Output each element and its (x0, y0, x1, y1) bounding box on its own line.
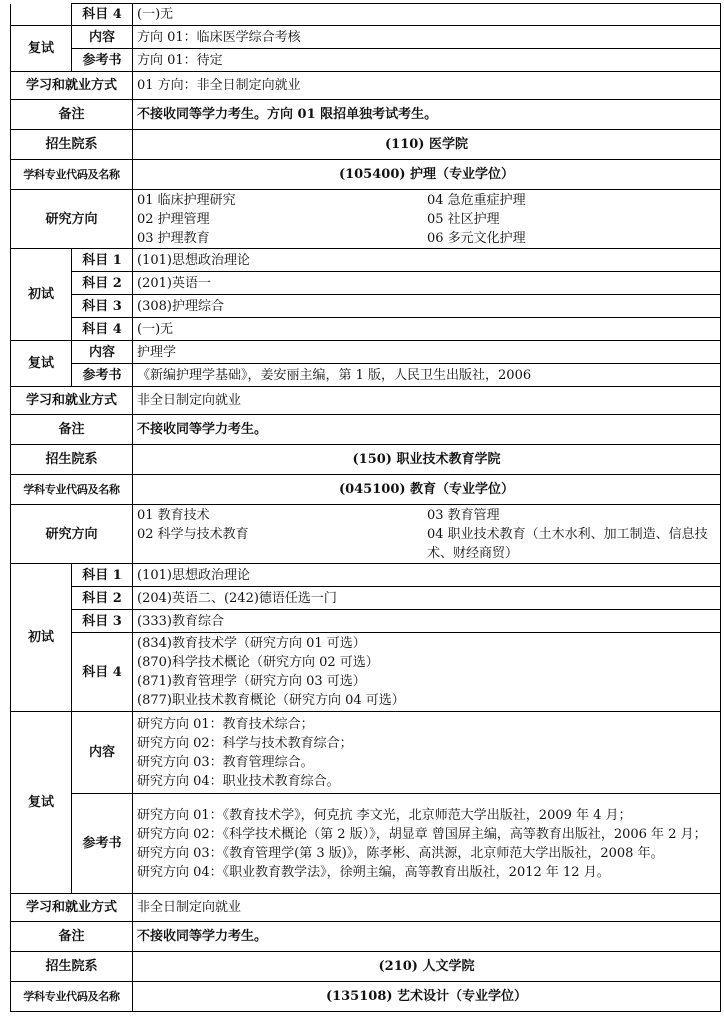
books-label: 参考书 (72, 49, 133, 72)
study-mode-label: 学习和就业方式 (11, 72, 133, 100)
subject-option: (877)职业技术教育概论（研究方向 04 可选） (137, 693, 405, 708)
remarks-value: 不接收同等学力考生。 (133, 922, 721, 952)
directions-label: 研究方向 (11, 190, 133, 249)
study-mode-value: 非全日制定向就业 (133, 387, 721, 415)
table-row (11, 49, 721, 72)
subject-value: (一)无 (133, 4, 721, 26)
table-row (11, 415, 721, 445)
table-row (11, 564, 721, 587)
table-row (11, 475, 721, 505)
prelim-label: 初试 (11, 564, 72, 712)
subject-label: 科目 4 (72, 633, 133, 712)
books-label: 参考书 (72, 794, 133, 894)
content-label: 内容 (72, 712, 133, 794)
major-label: 学科专业代码及名称 (11, 160, 133, 190)
book-line: 研究方向 04：《职业教育教学法》，徐朔主编，高等教育出版社，2012 年 12 月。 (137, 864, 610, 880)
directions-value (133, 505, 721, 564)
prelim-label: 初试 (11, 249, 72, 341)
study-mode-label: 学习和就业方式 (11, 894, 133, 922)
retest-label: 复试 (11, 26, 72, 72)
table-row (11, 982, 721, 1012)
table-row (11, 952, 721, 982)
direction-item: 05 社区护理 (427, 211, 500, 227)
study-mode-value: 01 方向：非全日制定向就业 (133, 72, 721, 100)
direction-item: 01 临床护理研究 (137, 192, 236, 208)
direction-item: 04 急危重症护理 (427, 192, 526, 208)
table-row (11, 445, 721, 475)
remarks-label: 备注 (11, 922, 133, 952)
subject-value: (101)思想政治理论 (133, 249, 721, 272)
table-row (11, 587, 721, 610)
study-mode-label: 学习和就业方式 (11, 387, 133, 415)
college-label: 招生院系 (11, 130, 133, 160)
table-row (11, 295, 721, 318)
subject-label: 科目 4 (72, 318, 133, 341)
content-value-list (133, 712, 721, 794)
books-value: 方向 01：待定 (133, 49, 721, 72)
table-row (11, 712, 721, 794)
content-label: 内容 (72, 26, 133, 49)
table-row (11, 610, 721, 633)
content-label: 内容 (72, 341, 133, 364)
book-line: 研究方向 03：《教育管理学(第 3 版)》，陈孝彬、高洪源，北京师范大学出版社，2008 年。 (137, 845, 664, 861)
subject-option: (871)教育管理学（研究方向 03 可选） (137, 674, 366, 689)
book-line: 研究方向 01：《教育技术学》，何克抗 李文光，北京师范大学出版社，2009 年 4 月； (137, 807, 632, 823)
content-value: 方向 01：临床医学综合考核 (133, 26, 721, 49)
table-row (11, 318, 721, 341)
directions-label: 研究方向 (11, 505, 133, 564)
table-row (11, 249, 721, 272)
subject-value: (204)英语二、(242)德语任选一门 (133, 587, 721, 610)
direction-item: 04 职业技术教育（土木水利、加工制造、信息技术、财经商贸） (427, 526, 708, 561)
table-row (11, 4, 721, 26)
major-value: (045100) 教育（专业学位） (133, 475, 721, 505)
table-row (11, 387, 721, 415)
major-label: 学科专业代码及名称 (11, 475, 133, 505)
table-row (11, 160, 721, 190)
subject-option: (834)教育技术学（研究方向 01 可选） (137, 636, 366, 651)
subject-value: (308)护理综合 (133, 295, 721, 318)
content-line: 研究方向 04：职业技术教育综合。 (137, 773, 340, 789)
major-value: (135108) 艺术设计（专业学位） (133, 982, 721, 1012)
college-label: 招生院系 (11, 445, 133, 475)
remarks-value: 不接收同等学力考生。方向 01 限招单独考试考生。 (133, 100, 721, 130)
subject-value: (一)无 (133, 318, 721, 341)
table-row (11, 130, 721, 160)
remarks-label: 备注 (11, 100, 133, 130)
subject-label: 科目 2 (72, 272, 133, 295)
major-label: 学科专业代码及名称 (11, 982, 133, 1012)
direction-item: 01 教育技术 (137, 507, 210, 523)
subject-value: (101)思想政治理论 (133, 564, 721, 587)
table-row (11, 633, 721, 712)
subject-value-list (133, 633, 721, 712)
study-mode-value: 非全日制定向就业 (133, 894, 721, 922)
direction-item: 03 护理教育 (137, 230, 210, 246)
book-line: 研究方向 02：《科学技术概论（第 2 版）》，胡显章 曾国屏主编，高等教育出版社，2006 年 2 月； (137, 826, 707, 842)
content-line: 研究方向 01：教育技术综合； (137, 716, 314, 732)
table-row (11, 894, 721, 922)
table-row (11, 341, 721, 364)
college-label: 招生院系 (11, 952, 133, 982)
direction-item: 03 教育管理 (427, 507, 500, 523)
subject-value: (333)教育综合 (133, 610, 721, 633)
directions-value (133, 190, 721, 249)
subject-label: 科目 3 (72, 610, 133, 633)
table-row (11, 72, 721, 100)
table-row (11, 922, 721, 952)
table-row (11, 505, 721, 564)
remarks-value: 不接收同等学力考生。 (133, 415, 721, 445)
books-label: 参考书 (72, 364, 133, 387)
subject-label: 科目 1 (72, 249, 133, 272)
subject-label: 科目 3 (72, 295, 133, 318)
retest-label: 复试 (11, 712, 72, 894)
college-value: (110) 医学院 (133, 130, 721, 160)
subject-label: 科目 1 (72, 564, 133, 587)
direction-item: 06 多元文化护理 (427, 230, 526, 246)
content-line: 研究方向 02：科学与技术教育综合； (137, 735, 353, 751)
college-value: (150) 职业技术教育学院 (133, 445, 721, 475)
subject-option: (870)科学技术概论（研究方向 02 可选） (137, 655, 379, 670)
direction-item: 02 护理管理 (137, 211, 210, 227)
college-value: (210) 人文学院 (133, 952, 721, 982)
subject-label: 科目 4 (72, 4, 133, 26)
table-row (11, 26, 721, 49)
content-value: 护理学 (133, 341, 721, 364)
books-value: 《新编护理学基础》，姜安丽主编，第 1 版，人民卫生出版社，2006 (133, 364, 721, 387)
table-row (11, 794, 721, 894)
major-value: (105400) 护理（专业学位） (133, 160, 721, 190)
books-value-list (133, 794, 721, 894)
table-row (11, 364, 721, 387)
direction-item: 02 科学与技术教育 (137, 526, 249, 542)
content-line: 研究方向 03：教育管理综合。 (137, 754, 314, 770)
table-row (11, 272, 721, 295)
subject-value: (201)英语一 (133, 272, 721, 295)
remarks-label: 备注 (11, 415, 133, 445)
table-row (11, 190, 721, 249)
subject-label: 科目 2 (72, 587, 133, 610)
retest-label: 复试 (11, 341, 72, 387)
admission-table (10, 3, 721, 1012)
table-row (11, 100, 721, 130)
